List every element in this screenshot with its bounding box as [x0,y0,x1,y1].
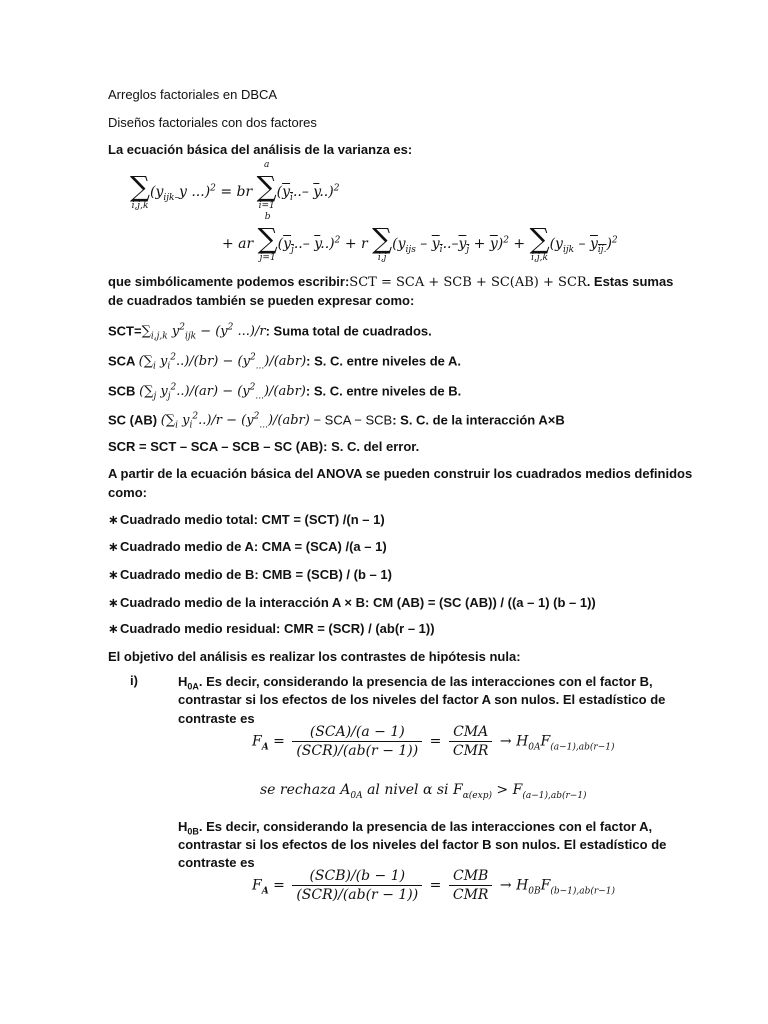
reject-rule-a: se rechaza $A_{0A}$ al nivel α si $F_{\alpha(exp)} > F_{(a-1),ab(r-1)}$ [260,782,587,801]
anova-text-line1: A partir de la ecuación básica del ANOVA se pueden construir los cuadrados medios definidos [108,466,693,481]
scr-definition: SCR = SCT – SCA – SCB – SC (AB): S. C. del error. [108,439,420,454]
h0b-line2: contrastar si los efectos de los niveles del factor B son nulos. El estadístico de [178,837,667,852]
anova-equation-line1: ∑ i,j,k ($y_{ijk-}y$ ...)$^2$ = br ∑ a i=1 ($y_i..-$ $\overline{y}..)^2$ [130,160,340,211]
anova-text-line2: como: [108,485,147,500]
symbolic-line2: de cuadrados también se pueden expresar como: [108,293,415,308]
bullet-item: ∗Cuadrado medio total: CMT = (SCT) /(n – 1) [108,512,385,527]
doc-title: Arreglos factoriales en DBCA [108,87,278,102]
scb-definition: SCB ($\sum_j$ $y_j^2..)/(ar) - (y^2_{...})/(abr)$: S. C. entre niveles de B. [108,383,462,402]
sca-definition: SCA ($\sum_i$ $y_i^2..)/(br) - (y^2_{...})/(abr)$: S. C. entre niveles de A. [108,353,462,372]
bullet-item: ∗Cuadrado medio de la interacción A × B: CM (AB) = (SC (AB)) / ((a – 1) (b – 1)) [108,595,596,610]
item-number: i) [130,673,138,688]
h0b-line3: contraste es [178,855,255,870]
bullet-item: ∗Cuadrado medio de A: CMA = (SCA) /(a – 1) [108,539,387,554]
fa-statistic: $F_A$ = $\frac{\text{(SCA)/(a − 1)}}{\text{(SCR)/(ab(r − 1))}}$ = $\frac{\text{CMA}}{\text{CMR}}$ → $H_{0A}F_{(a-1),ab(r-1)}$ [252,724,615,759]
symbolic-line1: que simbólicamente podemos escribir:SCT = SCA + SCB + SC(AB) + SCR. Estas sumas [108,274,674,290]
h0b-line1: $H_{0B}$. Es decir, considerando la presencia de las interacciones con el factor A, [178,819,653,837]
h0a-line2: contrastar si los efectos de los niveles del factor A son nulos. El estadístico de [178,692,666,707]
doc-subtitle: Diseños factoriales con dos factores [108,115,317,130]
bullet-item: ∗Cuadrado medio de B: CMB = (SCB) / (b – 1) [108,567,392,582]
sct-definition: $SCT=\sum_{i,j,k}$ $y^2_{ijk} - (y^2$ ...)/r: Suma total de cuadrados. [108,323,432,342]
h0a-line1: $H_{0A}$. Es decir, considerando la presencia de las interacciones con el factor B, [178,674,653,692]
objective-text: El objetivo del análisis es realizar los contrastes de hipótesis nula: [108,649,521,664]
anova-equation-line2: + ar ∑ b j=1 ($y_j..-$ $\overline{y}..)^2 + r$ ∑ i,j $(y_{ijs} - y_i..-y_j + \overline{y})^2$ + ∑ i,j,k $(y_{ijk} - y_{ij.})^2$ [222,212,618,263]
fb-statistic: $F_A$ = $\frac{\text{(SCB)/(b − 1)}}{\text{(SCR)/(ab(r − 1))}}$ = $\frac{\text{CMB}}{\text{CMR}}$ → $H_{0B}F_{(b-1),ab(r-1)}$ [252,868,615,903]
scab-definition: SC (AB) ($\sum_i$ $y_i^2..)/r - (y^2_{...})/(abr)$ − SCA − SCB: S. C. de la interacción A×B [108,412,565,431]
bullet-item: ∗Cuadrado medio residual: CMR = (SCR) / (ab(r – 1)) [108,621,435,636]
h0a-line3: contraste es [178,711,255,726]
intro-text: La ecuación básica del análisis de la varianza es: [108,142,413,157]
